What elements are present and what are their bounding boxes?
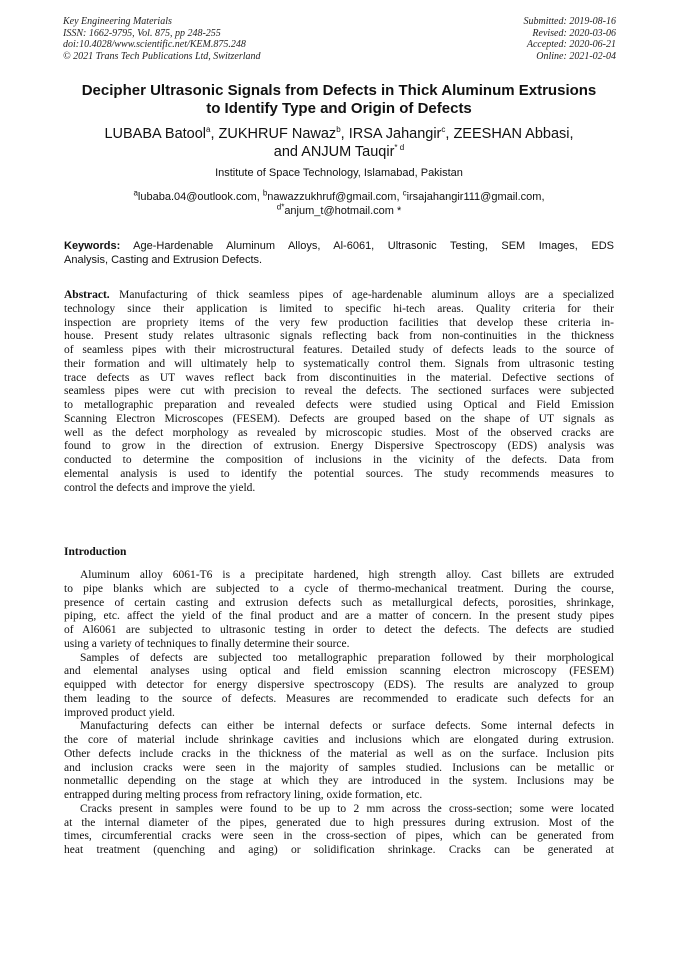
email-link[interactable]: lubaba.04@outlook.com, — [137, 191, 263, 203]
email-link[interactable]: anjum_t@hotmail.com * — [284, 205, 402, 217]
author-name: and ANJUM Tauqir — [273, 144, 395, 160]
paragraph-line: piping, etc. affect the yield of the final product and are a matter of concern. In the present study pipes — [64, 610, 614, 623]
abstract-line: house. Present study relates ultrasonic signals reflecting back from non-continuities in the thickness — [64, 330, 614, 343]
submission-date-line: Submitted: 2019-08-16 — [523, 16, 616, 27]
abstract-label: Abstract. — [64, 289, 110, 301]
abstract-line — [64, 289, 614, 303]
author-emails — [40, 190, 638, 218]
keywords-label: Keywords: — [64, 240, 121, 252]
affiliation: Institute of Space Technology, Islamabad, Pakistan — [215, 167, 463, 179]
author-name: , ZUKHRUF Nawaz — [210, 126, 337, 142]
paragraph-line: to pipe blanks which are subjected to a cycle of thermo-mechanical treatment. During the course, — [64, 582, 614, 595]
abstract-line: Scanning Electron Microscopes (FESEM). Defects are grouped based on the shape of UT signals as — [64, 412, 614, 425]
paragraph-line: equipped with detector for energy dispersive spectroscopy (EDS). The results are analyzed to group — [64, 679, 614, 691]
email-link[interactable]: irsajahangir111@gmail.com, — [406, 191, 545, 203]
author-marker: a — [206, 125, 211, 135]
keywords-line — [64, 239, 614, 253]
abstract-line: trace defects as UT waves reflect back from discontinuities in the material. Defective sections of — [64, 371, 614, 384]
author-marker: * d — [394, 143, 405, 153]
paragraph-line: nonmetallic depending on the stage at which they are introduced in the system. Inclusions may be — [64, 775, 614, 788]
paragraph-line: and inclusion cracks were seen in the majority of samples studied. Inclusions can be metallic or — [64, 761, 614, 774]
paragraph-line: Samples of defects are subjected too metallographic preparation followed by their morphological — [80, 651, 614, 664]
abstract-line: well as the defect morphology as revealed by microscopic studies. Most of the observed cracks are — [64, 426, 614, 439]
keywords-text: Age-Hardenable Aluminum Alloys, Al-6061, Ultrasonic Testing, SEM Images, EDS — [120, 240, 614, 252]
submission-date-line: Revised: 2020-03-06 — [532, 27, 616, 39]
keywords-line: Analysis, Casting and Extrusion Defects. — [64, 254, 263, 266]
title-line: to Identify Type and Origin of Defects — [206, 100, 472, 117]
paragraph-line: Cracks present in samples were found to be up to 2 mm across the cross-section; some were located — [80, 802, 614, 815]
abstract-line: inspection are propriety items of the very few production facilities that develop these criteria in- — [64, 316, 614, 329]
abstract-line: seamless pipes were cut with precision to reveal the defects. The sectioned surfaces were subjected — [64, 385, 614, 398]
abstract-line: technology since their application is limited to specific hi-tech areas. Quality criteria for their — [64, 302, 614, 315]
abstract-line: control the defects and improve the yield. — [64, 481, 256, 494]
paragraph-line: Other defects include cracks in the thickness of the material as well as on the surface. Inclusion pits — [64, 747, 614, 760]
abstract-line: to metallographic preparation and revealed defects were studied using Optical and Field Emission — [64, 399, 614, 411]
journal-info-line: doi:10.4028/www.scientific.net/KEM.875.248 — [63, 39, 246, 51]
paragraph-line: them leading to the source of defects. Measures are recommended to eradicate such defects for an — [64, 692, 614, 705]
journal-info-line: © 2021 Trans Tech Publications Ltd, Switzerland — [63, 50, 261, 62]
abstract-line: their formation and will ultimately help to systematically control them. Signals from ultrasonic testing — [64, 357, 614, 370]
journal-info — [63, 16, 261, 62]
abstract-line: conducted to determine the composition of inclusions in the vicinity of the defects. Data from — [64, 454, 614, 466]
email-line — [40, 190, 638, 204]
email-link[interactable]: nawazzukhruf@gmail.com, — [267, 191, 403, 203]
email-marker: a — [133, 188, 138, 198]
paragraph-line: Aluminum alloy 6061-T6 is a precipitate hardened, high strength alloy. Cast billets are extruded — [80, 569, 614, 581]
paragraph-line: entrapped during melting process from refractory lining, oxide formation, etc. — [64, 789, 423, 801]
paragraph-line: Manufacturing defects can either be internal defects or surface defects. Some internal defects in — [80, 720, 614, 733]
author-line — [40, 125, 638, 143]
author-list — [40, 125, 638, 161]
email-line — [40, 204, 638, 218]
email-marker: b — [262, 188, 268, 198]
abstract-line: found to grow in the direction of extrusion. Energy Dispersive Spectroscopy (EDS) analysis was — [64, 440, 614, 453]
email-marker: d* — [276, 202, 285, 212]
abstract — [64, 289, 614, 495]
email-marker: c — [402, 188, 407, 198]
paragraph-line: and elemental analyses using optical and field emission scanning electron microscopy (FESEM) — [64, 665, 614, 678]
abstract-line: elemental analysis is used to identify the potential sources. The study recommends measures to — [64, 467, 614, 480]
submission-date-line: Accepted: 2020-06-21 — [526, 39, 616, 51]
introduction-body — [64, 569, 614, 858]
paragraph-line: the core of material include shrinkage cavities and inclusions which are elongated during extrusion. — [64, 734, 614, 746]
paragraph-line: using a variety of techniques to finally determine their source. — [64, 637, 350, 650]
author-marker: c — [441, 125, 446, 135]
title-line: Decipher Ultrasonic Signals from Defects in Thick Aluminum Extrusions — [81, 82, 597, 99]
paragraph-line: at the internal diameter of the pipes, generated due to high pressures during extrusion. Most of the — [64, 816, 614, 829]
paragraph-line: improved product yield. — [64, 706, 175, 719]
submission-dates — [524, 16, 617, 62]
journal-info-line: Key Engineering Materials — [63, 16, 172, 27]
paragraph-line: heat treatment (quenching and aging) or solidification shrinkage. Cracks can be generated at — [64, 844, 614, 856]
keywords — [64, 239, 614, 267]
paragraph-line: of Al6061 are subjected to ultrasonic testing in order to detect the defects. The defects are studied — [64, 624, 614, 636]
paper-title — [40, 82, 638, 118]
author-marker: b — [336, 125, 341, 135]
paragraph-line: times, circumferential cracks were seen in the cross-section of pipes, which can be generated from — [64, 830, 614, 843]
author-line — [40, 143, 638, 161]
author-name: , IRSA Jahangir — [340, 126, 442, 142]
section-heading: Introduction — [64, 546, 127, 558]
submission-date-line: Online: 2021-02-04 — [536, 50, 616, 62]
author-name: , ZEESHAN Abbasi, — [445, 126, 574, 142]
abstract-body — [64, 303, 614, 496]
paragraph-line: presence of certain casting and extrusion defects such as metallurgical defects, porosities, shrinkage, — [64, 596, 614, 609]
abstract-line: of seamless pipes with their microstructural features. Detailed study of defects leads to the source of — [64, 344, 614, 356]
author-name: LUBABA Batool — [104, 126, 207, 142]
abstract-text: Manufacturing of thick seamless pipes of age-hardenable aluminum alloys are a specialized — [109, 289, 614, 301]
journal-info-line: ISSN: 1662-9795, Vol. 875, pp 248-255 — [63, 27, 221, 39]
